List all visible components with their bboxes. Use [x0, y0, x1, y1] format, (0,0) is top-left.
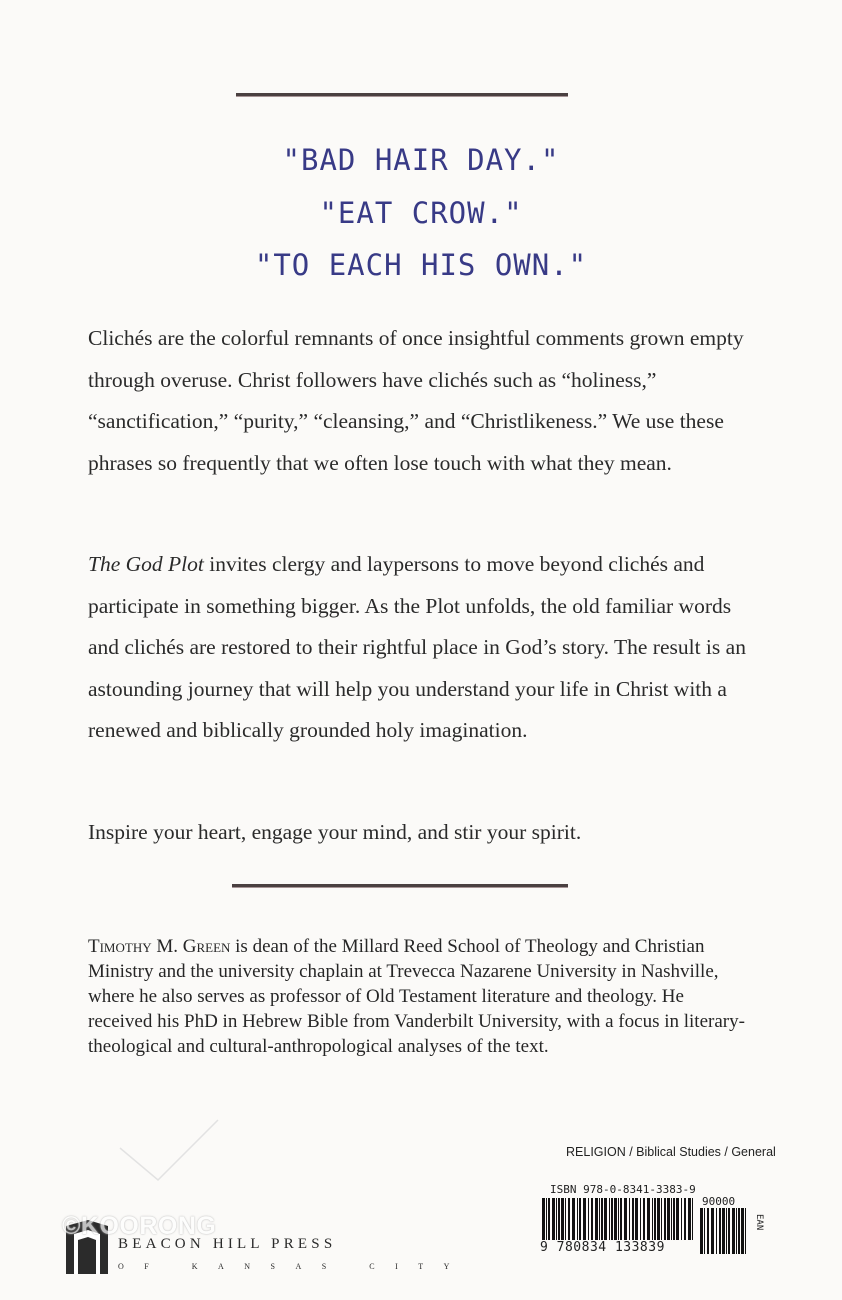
barcode-bar [640, 1198, 641, 1240]
tagline-bad-hair-day: "BAD HAIR DAY." [282, 143, 560, 177]
barcode-bar [624, 1198, 627, 1240]
barcode-bar [568, 1198, 570, 1240]
barcode-bar [614, 1198, 617, 1240]
barcode-bar [604, 1198, 607, 1240]
barcode-bar [643, 1198, 645, 1240]
barcode-bar [583, 1198, 586, 1240]
barcode-bar [611, 1198, 613, 1240]
barcode-bar [572, 1198, 575, 1240]
barcode-bar [542, 1198, 545, 1240]
bottom-divider [232, 884, 568, 888]
description-paragraph-1: Clichés are the colorful remnants of once insightful comments grown empty through overuse. Christ followers have clichés such as “holiness,” “sanctification,” “purity,” “cleansing,” and “Christlikeness.” We use these phrases so frequently that we often lose touch with what they mean. [88, 326, 744, 475]
barcode-bar [664, 1198, 666, 1240]
closing-line: Inspire your heart, engage your mind, and stir your spirit. [88, 820, 582, 844]
description-paragraph-2-text: invites clergy and laypersons to move beyond clichés and participate in something bigger. As the Plot unfolds, the old familiar words and clichés are restored to their rightful place in God’s story. The result is an astounding journey that will help you understand your life in Christ with a renewed and biblically grounded holy imagination. [88, 552, 746, 742]
barcode-bar [684, 1198, 686, 1240]
koorong-watermark: ©KOORONG [62, 1212, 217, 1240]
barcode-addon-number: 90000 [702, 1195, 736, 1208]
barcode-bar [704, 1208, 705, 1254]
category-label: RELIGION / Biblical Studies / General [566, 1145, 776, 1159]
publisher-city: OF KANSAS CITY [118, 1262, 470, 1271]
author-bio-text: is dean of the Millard Reed School of Theology and Christian Ministry and the university chaplain at Trevecca Nazarene University in Nashville, where he also serves as professor of Old Testament literature and theology. He received his PhD in Hebrew Bible from Vanderbilt University, with a focus in literary-theological and cultural-anthropological analyses of the text. [88, 936, 745, 1057]
scratch-mark [118, 1108, 228, 1188]
barcode-bar [561, 1198, 564, 1240]
barcode-bar [738, 1208, 740, 1254]
barcode-bar [558, 1198, 560, 1240]
barcode-bar [657, 1198, 660, 1240]
barcode-bar [609, 1198, 610, 1240]
barcode-bar [673, 1198, 675, 1240]
barcode-bar [595, 1198, 598, 1240]
barcode-bar [661, 1198, 662, 1240]
barcode-bar [647, 1198, 650, 1240]
description-paragraph-2 [88, 544, 748, 752]
book-title: The God Plot [88, 552, 204, 576]
barcode-bar [599, 1198, 600, 1240]
isbn-barcode [534, 1180, 770, 1262]
barcode-bar [722, 1208, 725, 1254]
barcode-bar [565, 1198, 566, 1240]
barcode-bar [579, 1198, 581, 1240]
barcode-bar [681, 1198, 682, 1240]
barcode-bar [692, 1198, 693, 1240]
author-name: Timothy M. Green [88, 936, 231, 957]
barcode-bar [654, 1198, 656, 1240]
barcode-bar [719, 1208, 721, 1254]
barcode-bar [601, 1198, 603, 1240]
barcode-bars [540, 1198, 696, 1240]
barcode-bar [707, 1208, 709, 1254]
barcode-bar [671, 1198, 672, 1240]
barcode-bar [620, 1198, 622, 1240]
barcode-bar [726, 1208, 727, 1254]
barcode-bar [548, 1198, 550, 1240]
tagline-eat-crow: "EAT CROW." [319, 196, 523, 230]
ean-label: EAN [754, 1214, 764, 1231]
barcode-bar [700, 1208, 703, 1254]
barcode-bar [556, 1198, 557, 1240]
barcode-bar [588, 1198, 589, 1240]
barcode-addon-bars [698, 1208, 750, 1254]
barcode-bar [736, 1208, 737, 1254]
barcode-bar [711, 1208, 714, 1254]
barcode-bar [676, 1198, 679, 1240]
barcode-bar [632, 1198, 634, 1240]
barcode-bar [688, 1198, 691, 1240]
barcode-bar [652, 1198, 653, 1240]
barcode-bar [667, 1198, 670, 1240]
barcode-number: 9 780834 133839 [540, 1240, 665, 1255]
barcode-bar [546, 1198, 547, 1240]
barcode-bar [732, 1208, 735, 1254]
barcode-bar [552, 1198, 555, 1240]
top-divider [236, 93, 568, 97]
author-bio [88, 934, 748, 1059]
tagline-to-each-his-own: "TO EACH HIS OWN." [254, 248, 588, 282]
barcode-bar [716, 1208, 717, 1254]
publisher-name: BEACON HILL PRESS [118, 1236, 337, 1252]
barcode-bar [577, 1198, 578, 1240]
barcode-bar [635, 1198, 638, 1240]
barcode-bar [745, 1208, 746, 1254]
barcode-bar [591, 1198, 593, 1240]
barcode-bar [629, 1198, 630, 1240]
isbn-label: ISBN 978-0-8341-3383-9 [550, 1183, 696, 1196]
barcode-bar [741, 1208, 744, 1254]
barcode-bar [728, 1208, 730, 1254]
barcode-bar [618, 1198, 619, 1240]
